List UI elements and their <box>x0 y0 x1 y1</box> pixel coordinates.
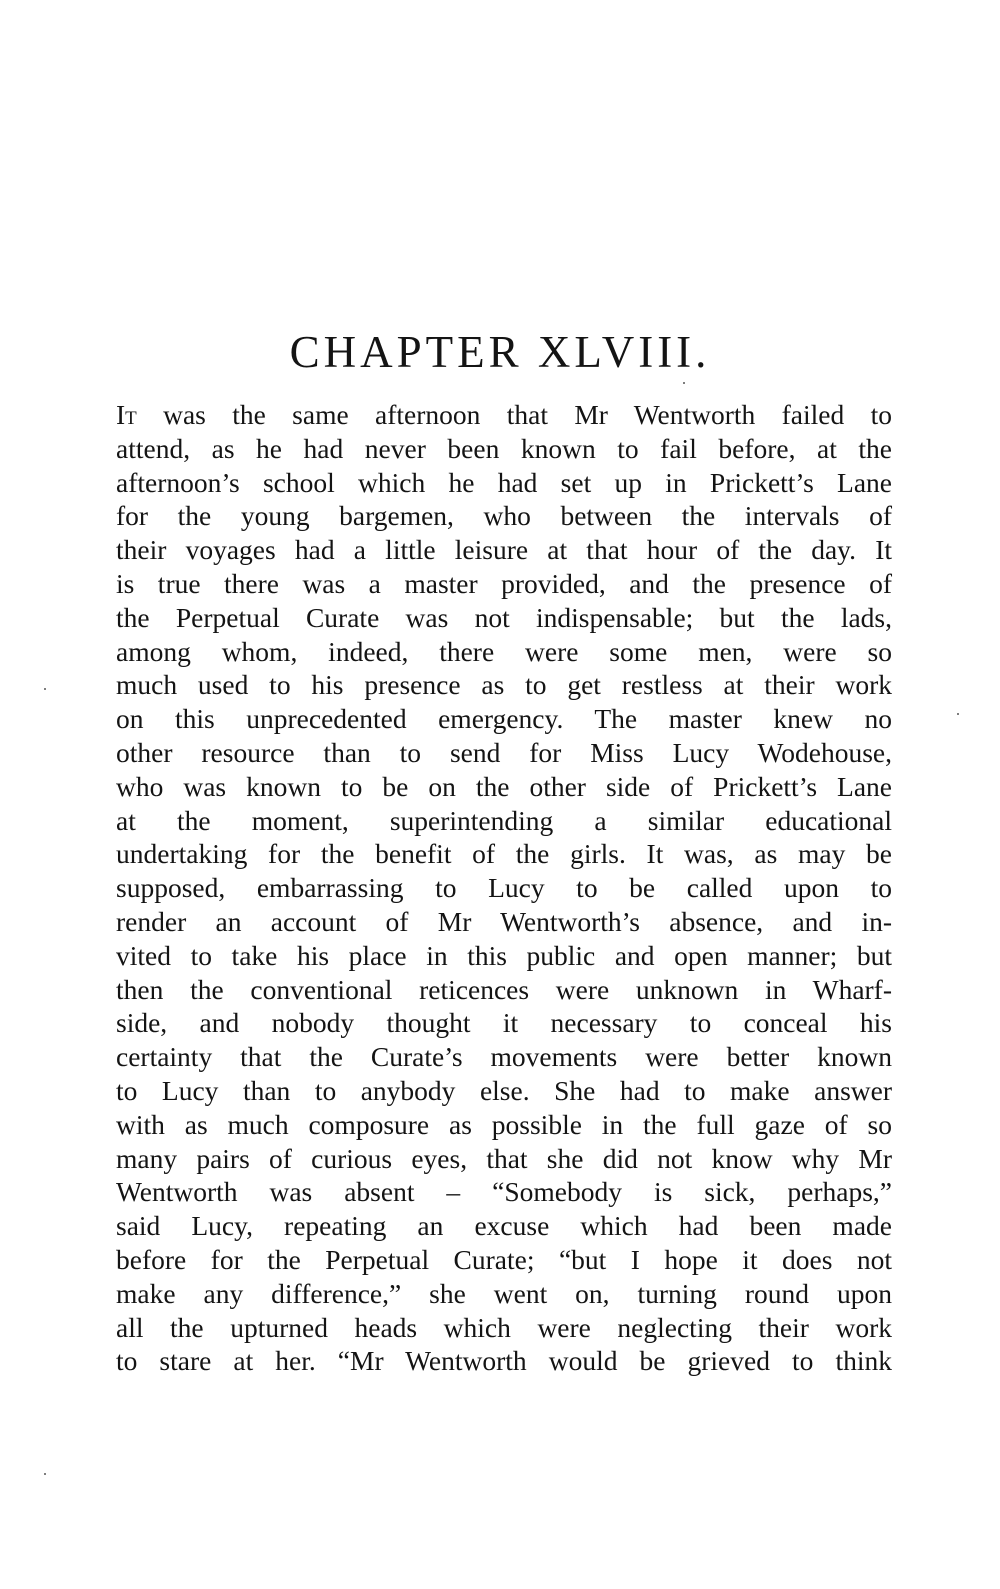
text-line: the Perpetual Curate was not indispensable; but the lads, <box>116 601 892 633</box>
text-line: side, and nobody thought it necessary to conceal his <box>116 1007 892 1039</box>
text-line: to Lucy than to anybody else. She had to make answer <box>116 1074 892 1106</box>
lead-word: It <box>116 399 137 430</box>
text-line: Wentworth was absent – “Somebody is sick, perhaps,” <box>116 1176 892 1208</box>
scan-speck <box>683 382 685 384</box>
chapter-title: CHAPTER XLVIII. <box>289 327 711 377</box>
text-line: undertaking for the benefit of the girls. It was, as may be <box>116 838 892 870</box>
text-line: among whom, indeed, there were some men, were so <box>116 635 892 667</box>
text-line: their voyages had a little leisure at that hour of the day. It <box>116 534 892 566</box>
text-line: on this unprecedented emergency. The master knew no <box>116 703 892 735</box>
text-line: before for the Perpetual Curate; “but I hope it does not <box>116 1243 892 1275</box>
scan-speck <box>44 688 46 690</box>
text-line: make any difference,” she went on, turning round upon <box>116 1277 892 1309</box>
text-line: with as much composure as possible in the full gaze of so <box>116 1108 892 1140</box>
scan-speck <box>957 713 959 715</box>
text-line: for the young bargemen, who between the intervals of <box>116 500 892 532</box>
text-line-rest: was the same afternoon that Mr Wentworth failed to <box>136 399 892 430</box>
body-paragraph <box>116 398 892 1378</box>
text-line: who was known to be on the other side of Prickett’s Lane <box>116 770 892 802</box>
text-line: attend, as he had never been known to fail before, at the <box>116 432 892 464</box>
text-line: render an account of Mr Wentworth’s absence, and in- <box>116 905 892 937</box>
text-line: at the moment, superintending a similar educational <box>116 804 892 836</box>
text-line: much used to his presence as to get restless at their work <box>116 669 892 701</box>
text-line: all the upturned heads which were neglecting their work <box>116 1311 892 1343</box>
text-line: certainty that the Curate’s movements were better known <box>116 1041 892 1073</box>
scan-speck <box>44 1473 46 1475</box>
text-line: other resource than to send for Miss Lucy Wodehouse, <box>116 736 892 768</box>
text-line: is true there was a master provided, and the presence of <box>116 567 892 599</box>
text-line: supposed, embarrassing to Lucy to be called upon to <box>116 872 892 904</box>
text-line: many pairs of curious eyes, that she did not know why Mr <box>116 1142 892 1174</box>
text-line: then the conventional reticences were unknown in Wharf- <box>116 973 892 1005</box>
text-line: to stare at her. “Mr Wentworth would be grieved to think <box>116 1345 892 1377</box>
text-line: afternoon’s school which he had set up in Prickett’s Lane <box>116 466 892 498</box>
text-line: said Lucy, repeating an excuse which had been made <box>116 1210 892 1242</box>
text-line <box>116 398 892 432</box>
text-line: vited to take his place in this public and open manner; but <box>116 939 892 971</box>
